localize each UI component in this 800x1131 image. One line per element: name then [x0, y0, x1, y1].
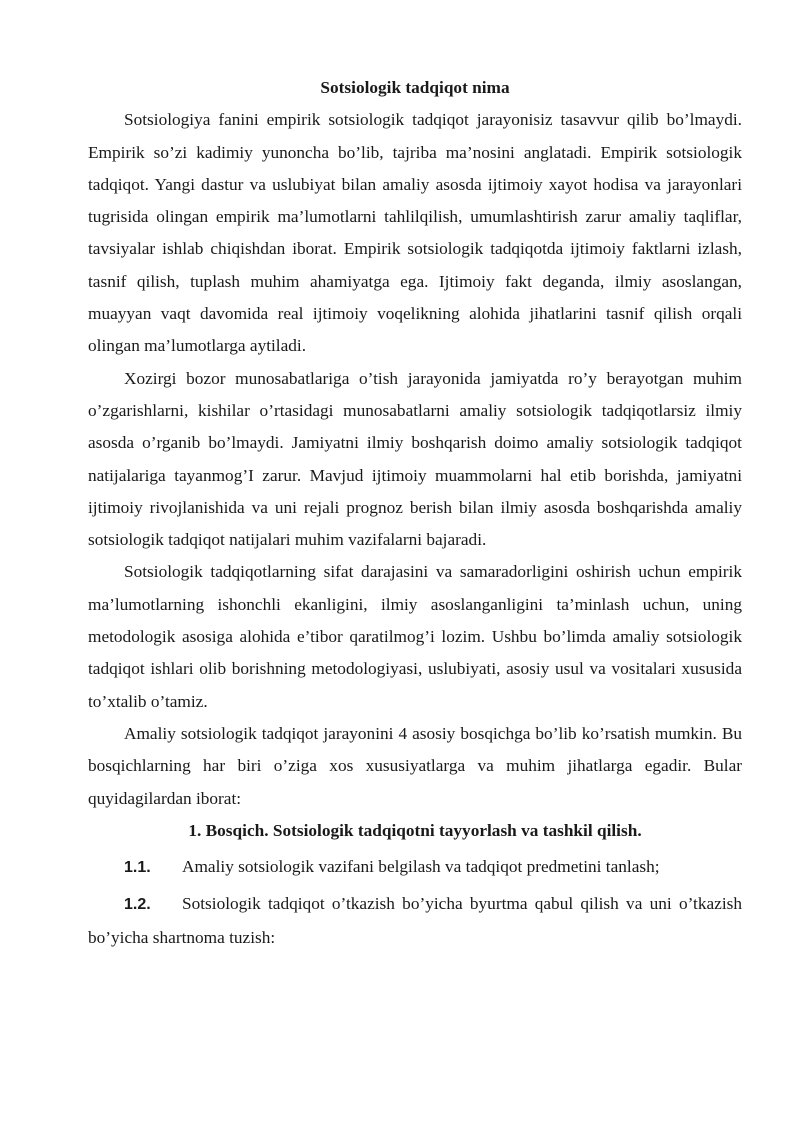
- section-heading: 1. Bosqich. Sotsiologik tadqiqotni tayyorlash va tashkil qilish.: [188, 820, 642, 840]
- list-item-number: 1.1.: [124, 859, 151, 877]
- list-item-text: Amaliy sotsiologik vazifani belgilash va tadqiqot predmetini tanlash;: [182, 857, 660, 877]
- list-item: [88, 888, 742, 954]
- paragraph: Sotsiologik tadqiqotlarning sifat darajasini va samaradorligini oshirish uchun empirik ma’lumotlarning ishonchli ekanligini, ilmiy asoslanganligini ta’minlash uchun, uning metodologik asosiga alohida e’tibor qaratilmog’i lozim. Ushbu bo’limda amaliy sotsiologik tadqiqot ishlari olib borishning metodologiyasi, uslubiyati, asosiy usul va vositalari xususida to’xtalib o’tamiz.: [88, 562, 742, 711]
- document-title: Sotsiologik tadqiqot nima: [320, 78, 510, 97]
- paragraph: Amaliy sotsiologik tadqiqot jarayonini 4 asosiy bosqichga bo’lib ko’rsatish mumkin. Bu bosqichlarning har biri o’ziga xos xususiyatlarga va muhim jihatlarga egadir. Bular quyidagilardan iborat:: [88, 723, 742, 808]
- document-page: [88, 72, 742, 954]
- list-item-number: 1.2.: [124, 896, 151, 914]
- list-item: [88, 851, 742, 884]
- paragraph: Xozirgi bozor munosabatlariga o’tish jarayonida jamiyatda ro’y berayotgan muhim o’zgarishlarni, kishilar o’rtasidagi munosabatlarni amaliy sotsiologik tadqiqotlarsiz ilmiy asosda o’rganib bo’lmaydi. Jamiyatni ilmiy boshqarish doimo amaliy sotsiologik tadqiqot natijalariga tayanmog’I zarur. Mavjud ijtimoiy muammolarni hal etib borishda, jamiyatni ijtimoiy rivojlanishida va uni rejali prognoz berish bilan ilmiy asosda boshqarishda amaliy sotsiologik tadqiqot natijalari muhim vazifalarni bajaradi.: [88, 368, 742, 550]
- paragraph: Sotsiologiya fanini empirik sotsiologik tadqiqot jarayonisiz tasavvur qilib bo’lmaydi. Empirik so’zi kadimiy yunoncha bo’lib, tajriba ma’nosini anglatadi. Empirik sotsiologik tadqiqot. Yangi dastur va uslubiyat bilan amaliy asosda ijtimoiy xayot hodisa va jarayonlari tugrisida olingan empirik ma’lumotlarni tahlilqilish, umumlashtirish zarur amaliy taqliflar, tavsiyalar ishlab chiqishdan iborat. Empirik sotsiologik tadqiqotda ijtimoiy faktlarni izlash, tasnif qilish, tuplash muhim ahamiyatga ega. Ijtimoiy fakt deganda, ilmiy asoslangan, muayyan vaqt davomida real ijtimoiy voqelikning alohida jihatlarini tasnif qilish orqali olingan ma’lumotlarga aytiladi.: [88, 110, 742, 356]
- list-item-text: Sotsiologik tadqiqot o’tkazish bo’yicha byurtma qabul qilish va uni o’tkazish bo’yicha shartnoma tuzish:: [88, 894, 742, 947]
